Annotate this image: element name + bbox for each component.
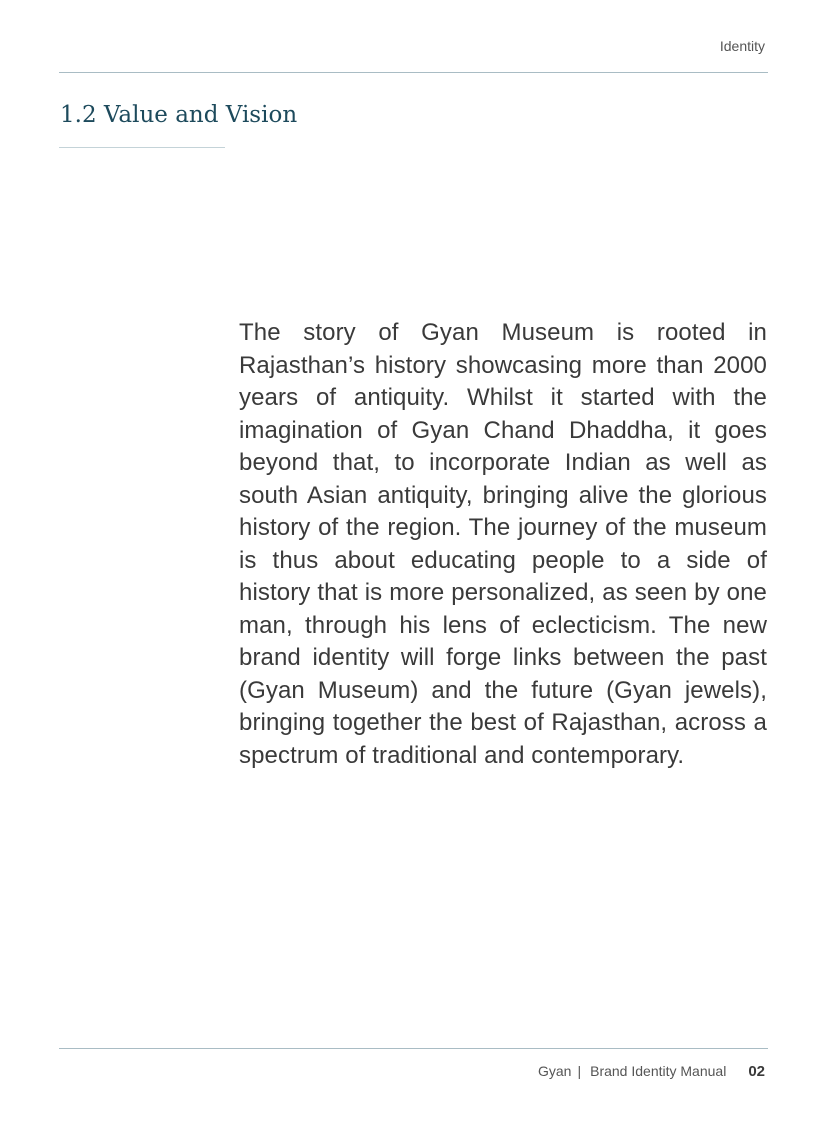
footer-divider — [59, 1048, 768, 1049]
footer-brand: Gyan — [538, 1063, 572, 1079]
title-underline — [59, 147, 225, 148]
header-section-label: Identity — [719, 38, 765, 54]
footer-document-title: Brand Identity Manual — [590, 1063, 727, 1079]
body-paragraph: The story of Gyan Museum is rooted in Rajasthan’s history showcasing more than 2000 years of antiquity. Whilst it started with the imagination of Gyan Chand Dhaddha, it goes beyond that, to incorporate Indian as well as south Asian antiquity, bringing alive the glorious history of the region. The journey of the museum is thus about educating people to a side of history that is more personalized, as seen by one man, through his lens of eclecticism. The new brand identity will forge links between the past (Gyan Museum) and the future (Gyan jewels), bringing together the best of Rajasthan, across a spectrum of traditional and contemporary. — [239, 319, 767, 769]
header-divider — [59, 72, 768, 73]
footer-separator: | — [577, 1063, 582, 1079]
section-title: 1.2 Value and Vision — [60, 102, 298, 128]
page-number: 02 — [748, 1063, 765, 1080]
footer — [538, 1063, 765, 1080]
